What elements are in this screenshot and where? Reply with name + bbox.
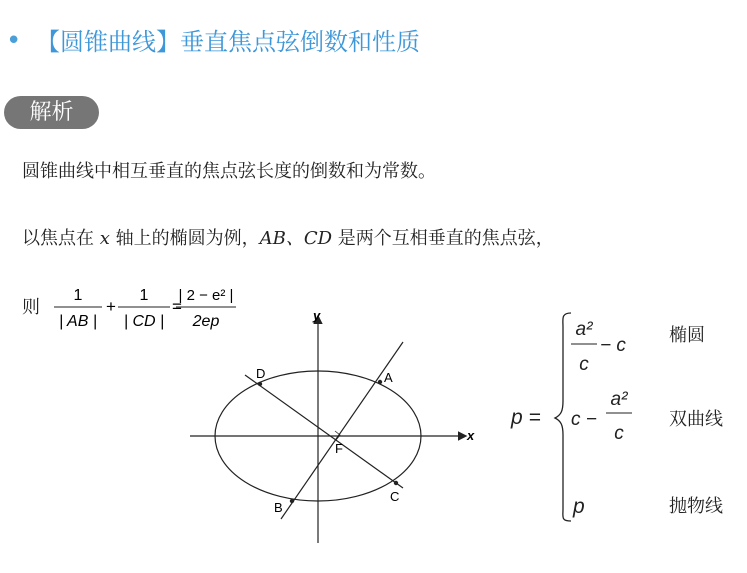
frac1-numerator: 1	[73, 287, 83, 304]
x-axis-label: x	[467, 428, 475, 443]
example-line	[22, 227, 554, 251]
statement-line: 圆锥曲线中相互垂直的焦点弦长度的倒数和为常数。	[22, 161, 436, 182]
case2-denominator: c	[614, 423, 624, 444]
point-c-dot	[394, 481, 398, 485]
case2-numerator: a²	[610, 389, 628, 410]
title-bullet: •	[6, 26, 22, 56]
frac3-numerator: | 2 − e² |	[178, 287, 234, 304]
var-x: x	[99, 228, 110, 249]
example-mid: 轴上的椭圆为例，	[109, 228, 260, 249]
case1-label: 椭圆	[669, 325, 705, 345]
chord-names: AB、CD	[259, 228, 333, 249]
case2-head: c −	[571, 409, 597, 430]
case3-expression: p	[573, 495, 585, 518]
case1-denominator: c	[579, 354, 589, 375]
frac3-denominator: 2ep	[192, 313, 220, 330]
point-a-dot	[378, 380, 382, 384]
chord-cd	[245, 375, 403, 488]
focus-f-label: F	[335, 441, 343, 456]
y-axis-label: y	[313, 308, 321, 323]
analysis-badge: 解析	[4, 96, 99, 129]
plus-sign: +	[106, 297, 116, 316]
chord-ab	[281, 342, 403, 519]
point-d-label: D	[256, 366, 266, 381]
frac2-numerator: 1	[139, 287, 149, 304]
point-a-label: A	[384, 370, 393, 385]
case3-label: 抛物线	[669, 496, 723, 516]
p-piecewise-formula	[505, 305, 745, 530]
frac1-denominator: | AB |	[59, 313, 97, 330]
frac2-denominator: | CD |	[123, 313, 165, 330]
case1-numerator: a²	[575, 319, 593, 340]
point-b-label: B	[274, 500, 283, 515]
point-d-dot	[258, 382, 262, 386]
conclusion-prefix: 则	[22, 297, 40, 318]
case2-label: 双曲线	[669, 409, 723, 429]
point-c-label: C	[390, 489, 400, 504]
example-suffix: 是两个互相垂直的焦点弦，	[332, 228, 554, 249]
equals-sign: =	[172, 297, 182, 316]
case1-tail: − c	[600, 335, 626, 356]
page-title: 【圆锥曲线】垂直焦点弦倒数和性质	[36, 28, 420, 56]
ellipse-figure	[185, 305, 485, 550]
point-b-dot	[290, 499, 294, 503]
p-equals: p =	[511, 406, 541, 429]
left-brace	[555, 313, 571, 521]
example-prefix: 以焦点在	[22, 228, 100, 249]
